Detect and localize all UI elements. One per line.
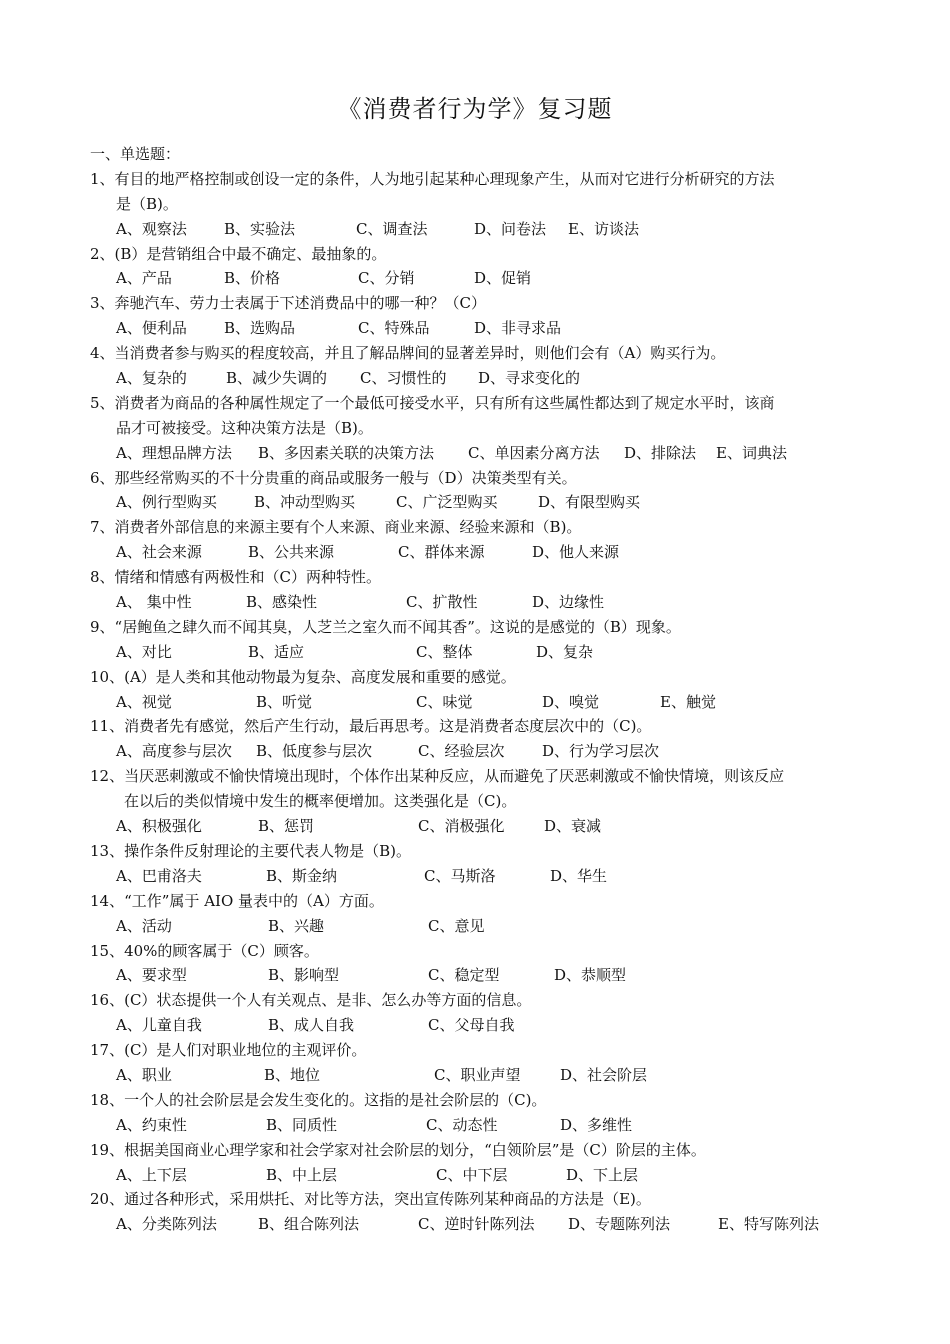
question-item <box>90 515 880 565</box>
option: A、上下层 <box>116 1165 187 1184</box>
question-text: 18、一个人的社会阶层是会发生变化的。这指的是社会阶层的（C)。 <box>90 1090 547 1109</box>
option: D、非寻求品 <box>474 319 562 338</box>
option-row <box>90 1013 880 1038</box>
option: D、他人来源 <box>532 543 620 562</box>
question-text: 11、消费者先有感觉，然后产生行动，最后再思考。这是消费者态度层次中的（C)。 <box>90 717 652 736</box>
option: A、例行型购买 <box>116 493 217 512</box>
option: B、组合陈列法 <box>258 1215 360 1234</box>
question-item <box>90 242 880 292</box>
question-text-continued: 是（B)。 <box>116 194 178 213</box>
option-row <box>90 864 880 889</box>
option: C、扩散性 <box>406 593 478 612</box>
option: C、动态性 <box>426 1115 498 1134</box>
option: B、惩罚 <box>258 817 315 836</box>
option: B、影响型 <box>268 966 340 985</box>
option: C、习惯性的 <box>360 369 447 388</box>
question-item <box>90 839 880 889</box>
question-text: 6、那些经常购买的不十分贵重的商品或服务一般与（D）决策类型有关。 <box>90 468 577 487</box>
option: D、行为学习层次 <box>542 742 660 761</box>
question-item <box>90 391 880 466</box>
option: C、消极强化 <box>418 817 505 836</box>
option: B、兴趣 <box>268 916 325 935</box>
option: B、同质性 <box>266 1115 338 1134</box>
option: D、衰减 <box>544 817 602 836</box>
option: B、公共来源 <box>248 543 335 562</box>
option: A、职业 <box>116 1065 172 1084</box>
question-item <box>90 988 880 1038</box>
question-text: 12、当厌恶刺激或不愉快情境出现时，个体作出某种反应，从而避免了厌恶刺激或不愉快情境，则该反应 <box>90 767 785 786</box>
option: A、产品 <box>116 269 172 288</box>
option: B、感染性 <box>246 593 318 612</box>
question-text: 10、(A）是人类和其他动物最为复杂、高度发展和重要的感觉。 <box>90 667 516 686</box>
option: D、寻求变化的 <box>478 369 581 388</box>
question-item <box>90 665 880 715</box>
option-row <box>90 1113 880 1138</box>
option: A、分类陈列法 <box>116 1215 217 1234</box>
option: B、中上层 <box>266 1165 338 1184</box>
question-item <box>90 615 880 665</box>
option-row <box>90 914 880 939</box>
option: C、味觉 <box>416 692 473 711</box>
option: D、有限型购买 <box>538 493 641 512</box>
option: B、斯金纳 <box>266 866 338 885</box>
question-text: 19、根据美国商业心理学家和社会学家对社会阶层的划分，“白领阶层”是（C）阶层的主体。 <box>90 1140 706 1159</box>
question-text-continued: 品才可被接受。这种决策方法是（B)。 <box>116 418 373 437</box>
question-item <box>90 714 880 764</box>
option: D、嗅觉 <box>542 692 600 711</box>
option: A、理想品牌方法 <box>116 443 232 462</box>
option: C、特殊品 <box>358 319 430 338</box>
question-text: 8、情绪和情感有两极性和（C）两种特性。 <box>90 568 382 587</box>
question-text: 16、(C）状态提供一个人有关观点、是非、怎么办等方面的信息。 <box>90 991 532 1010</box>
question-item <box>90 1088 880 1138</box>
option: B、实验法 <box>224 219 296 238</box>
option: D、问卷法 <box>474 219 547 238</box>
question-item <box>90 764 880 839</box>
option: E、词典法 <box>716 443 787 462</box>
question-text-continued: 在以后的类似情境中发生的概率便增加。这类强化是（C)。 <box>124 792 517 811</box>
option: B、成人自我 <box>268 1016 355 1035</box>
option: D、促销 <box>474 269 532 288</box>
option: B、听觉 <box>256 692 313 711</box>
option: A、对比 <box>116 642 172 661</box>
option: D、多维性 <box>560 1115 633 1134</box>
option: A、约束性 <box>116 1115 187 1134</box>
option-row <box>90 217 880 242</box>
question-item <box>90 1187 880 1237</box>
option: E、触觉 <box>660 692 716 711</box>
option-row <box>90 814 880 839</box>
page-title: 《消费者行为学》复习题 <box>337 95 613 123</box>
option: E、特写陈列法 <box>718 1215 819 1234</box>
option: C、逆时针陈列法 <box>418 1215 535 1234</box>
option-row <box>90 490 880 515</box>
option-row <box>90 540 880 565</box>
option: D、排除法 <box>624 443 697 462</box>
question-item <box>90 466 880 516</box>
question-text: 3、奔驰汽车、劳力士表属于下述消费品中的哪一种？（C） <box>90 294 487 313</box>
option: C、单因素分离方法 <box>468 443 600 462</box>
option: A、积极强化 <box>116 817 202 836</box>
option-row <box>90 963 880 988</box>
section-heading: 一、单选题： <box>90 145 181 163</box>
option: A、视觉 <box>116 692 172 711</box>
option: B、地位 <box>264 1065 321 1084</box>
option: A、观察法 <box>116 219 187 238</box>
question-text: 20、通过各种形式，采用烘托、对比等方法，突出宣传陈列某种商品的方法是（E)。 <box>90 1190 651 1209</box>
option: B、价格 <box>224 269 281 288</box>
option: A、活动 <box>116 916 172 935</box>
option: A、巴甫洛夫 <box>116 866 202 885</box>
option-row <box>90 366 880 391</box>
question-text: 7、消费者外部信息的来源主要有个人来源、商业来源、经验来源和（B)。 <box>90 518 582 537</box>
question-text: 4、当消费者参与购买的程度较高，并且了解品牌间的显著差异时，则他们会有（A）购买行为。 <box>90 344 726 363</box>
question-text: 15、40%的顾客属于（C）顾客。 <box>90 941 319 960</box>
question-text: 5、消费者为商品的各种属性规定了一个最低可接受水平，只有所有这些属性都达到了规定水平时，该商 <box>90 393 775 412</box>
option: A、复杂的 <box>116 369 187 388</box>
option: A、儿童自我 <box>116 1016 202 1035</box>
question-text: 9、“居鲍鱼之肆久而不闻其臭，人芝兰之室久而不闻其香”。这说的是感觉的（B）现象。 <box>90 617 681 636</box>
option: B、适应 <box>248 642 305 661</box>
option: D、边缘性 <box>532 593 605 612</box>
question-text: 13、操作条件反射理论的主要代表人物是（B)。 <box>90 841 411 860</box>
option-row <box>90 441 880 466</box>
question-text: 14、“工作”属于 AIO 量表中的（A）方面。 <box>90 891 384 910</box>
option: B、选购品 <box>224 319 296 338</box>
question-item <box>90 341 880 391</box>
option-row <box>90 590 880 615</box>
option: B、多因素关联的决策方法 <box>258 443 435 462</box>
option: C、稳定型 <box>428 966 500 985</box>
question-item <box>90 939 880 989</box>
question-item <box>90 1038 880 1088</box>
question-list <box>90 142 880 1237</box>
option: C、经验层次 <box>418 742 505 761</box>
question-text: 2、(B）是营销组合中最不确定、最抽象的。 <box>90 244 387 263</box>
option-row <box>90 266 880 291</box>
option: C、调查法 <box>356 219 428 238</box>
option-row <box>90 690 880 715</box>
option: C、群体来源 <box>398 543 485 562</box>
question-text: 17、(C）是人们对职业地位的主观评价。 <box>90 1041 367 1060</box>
question-item <box>90 1138 880 1188</box>
option: C、广泛型购买 <box>396 493 498 512</box>
option: D、恭顺型 <box>554 966 627 985</box>
question-item <box>90 167 880 242</box>
option: C、意见 <box>428 916 485 935</box>
option-row <box>90 1163 880 1188</box>
option: B、减少失调的 <box>226 369 328 388</box>
option: C、父母自我 <box>428 1016 515 1035</box>
question-item <box>90 291 880 341</box>
option: C、整体 <box>416 642 473 661</box>
option: D、下上层 <box>566 1165 639 1184</box>
option: D、华生 <box>550 866 608 885</box>
option: C、分销 <box>358 269 415 288</box>
option: A、 集中性 <box>116 593 192 612</box>
option: A、便利品 <box>116 319 187 338</box>
option-row <box>90 316 880 341</box>
option-row <box>90 1063 880 1088</box>
question-text: 1、有目的地严格控制或创设一定的条件，人为地引起某种心理现象产生，从而对它进行分析研究的方法 <box>90 169 775 188</box>
option: A、要求型 <box>116 966 187 985</box>
option: B、低度参与层次 <box>256 742 373 761</box>
option: E、访谈法 <box>568 219 639 238</box>
option: D、社会阶层 <box>560 1065 648 1084</box>
option: A、高度参与层次 <box>116 742 232 761</box>
option-row <box>90 1212 880 1237</box>
option: C、马斯洛 <box>424 866 496 885</box>
option: B、冲动型购买 <box>254 493 356 512</box>
option: D、复杂 <box>536 642 594 661</box>
option: A、社会来源 <box>116 543 202 562</box>
option: C、中下层 <box>436 1165 508 1184</box>
option: D、专题陈列法 <box>568 1215 671 1234</box>
option-row <box>90 640 880 665</box>
option: C、职业声望 <box>434 1065 521 1084</box>
question-item <box>90 565 880 615</box>
question-item <box>90 889 880 939</box>
option-row <box>90 739 880 764</box>
